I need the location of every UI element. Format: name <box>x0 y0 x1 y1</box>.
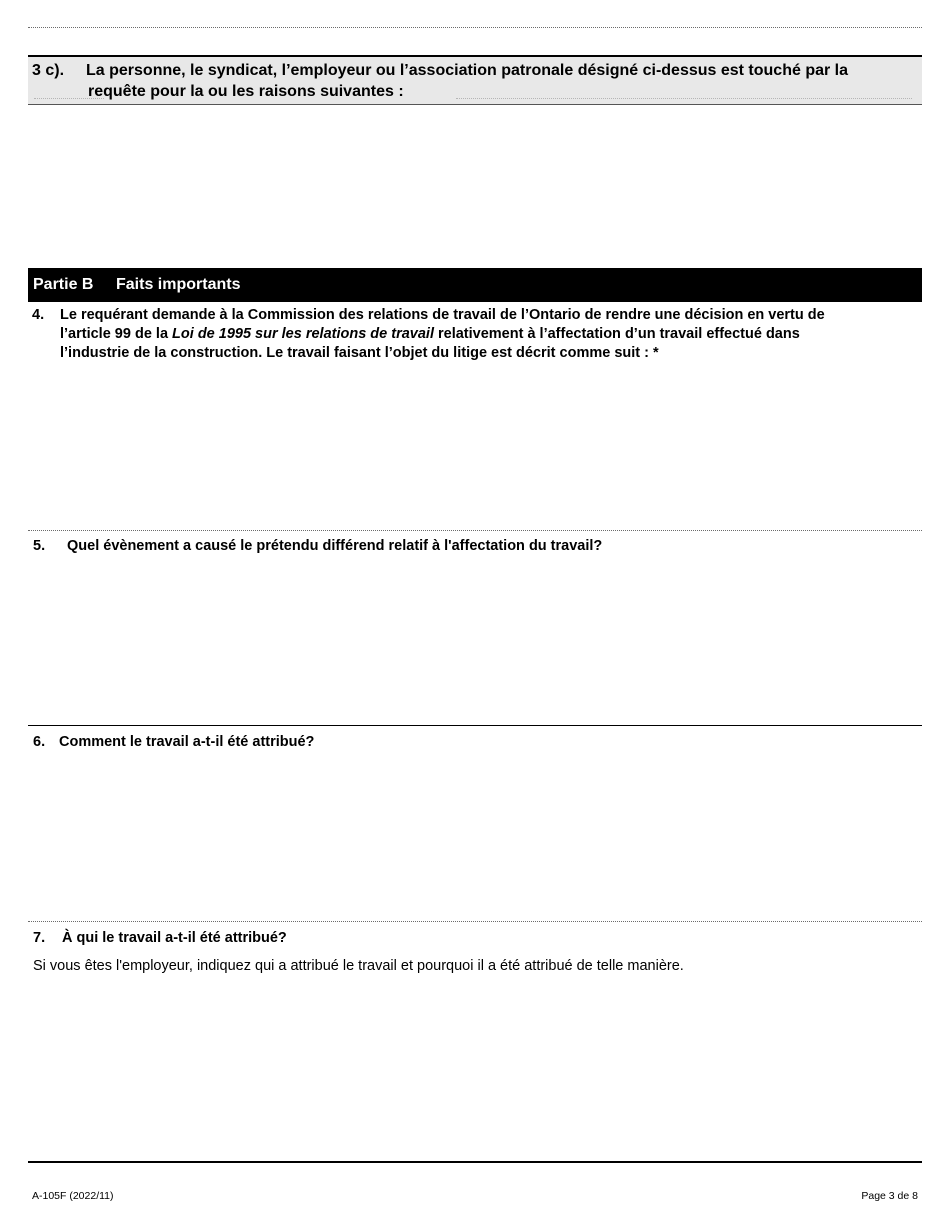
question-4-text-line2-start: l’article 99 de la <box>60 326 173 342</box>
question-4-text-line1: Le requérant demande à la Commission des relations de travail de l’Ontario de rendre une décision en vertu de <box>60 307 825 323</box>
question-7-text: À qui le travail a-t-il été attribué? <box>62 930 287 946</box>
part-b-title: Faits importants <box>116 276 241 293</box>
question-4-answer-field[interactable] <box>28 366 922 528</box>
question-4-number: 4. <box>32 307 45 323</box>
footer-divider <box>28 1161 922 1163</box>
divider <box>28 725 922 726</box>
question-3c-text-line2: requête pour la ou les raisons suivantes : <box>88 83 404 100</box>
question-5-text: Quel évènement a causé le prétendu différend relatif à l'affectation du travail? <box>67 538 603 554</box>
question-7-note: Si vous êtes l'employeur, indiquez qui a attribué le travail et pourquoi il a été attribué de telle manière. <box>33 958 684 974</box>
question-3c-answer-field[interactable] <box>28 106 922 266</box>
question-3c-text-line1: La personne, le syndicat, l’employeur ou l’association patronale désigné ci-dessus est touché par la <box>86 62 848 79</box>
part-b-header <box>28 268 922 302</box>
part-b-label: Partie B <box>33 276 94 293</box>
question-5-answer-field[interactable] <box>28 560 922 722</box>
question-7-number: 7. <box>33 930 46 946</box>
question-6-text: Comment le travail a-t-il été attribué? <box>59 734 315 750</box>
question-6-answer-field[interactable] <box>28 756 922 918</box>
question-6-number: 6. <box>33 734 46 750</box>
page-number: Page 3 de 8 <box>861 1190 918 1202</box>
question-4-text-line2 <box>60 326 800 342</box>
question-4-text-line3: l’industrie de la construction. Le travail faisant l’objet du litige est décrit comme suit : * <box>60 345 659 361</box>
act-title: Loi de 1995 sur les relations de travail <box>172 326 434 342</box>
question-7-answer-field[interactable] <box>28 980 922 1156</box>
question-3c-header <box>28 55 922 105</box>
divider <box>28 921 922 922</box>
top-divider <box>28 27 922 28</box>
form-id: A-105F (2022/11) <box>32 1190 114 1202</box>
question-5-number: 5. <box>33 538 46 554</box>
question-4-text-line2-end: relativement à l’affectation d’un travail effectué dans <box>433 326 800 342</box>
question-3c-number: 3 c). <box>32 62 65 79</box>
leader-dots <box>456 98 912 99</box>
divider <box>28 530 922 531</box>
